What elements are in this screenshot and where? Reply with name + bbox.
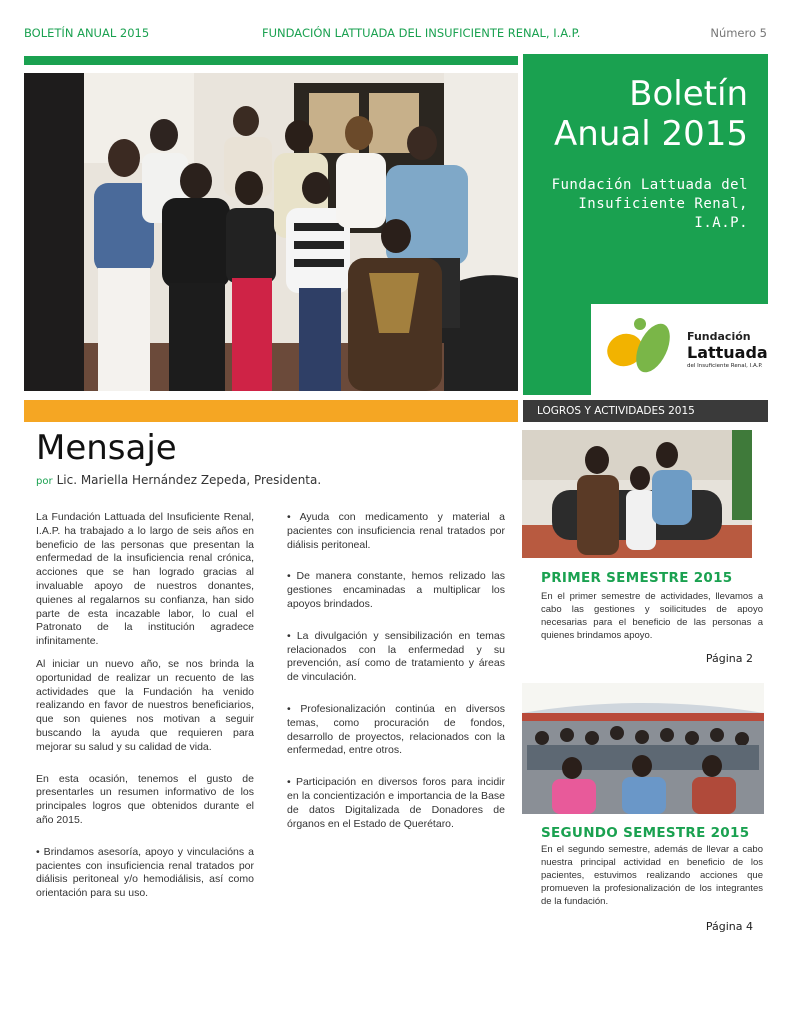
second-semester-page-ref: Página 4 [705, 920, 753, 933]
message-bullet: • La divulgación y sensibilización en temas relacionados con la enfermedad y su prevención, así como de tratamiento y áreas de vinculación. [287, 629, 505, 684]
logo-text-line2: Lattuada [687, 343, 768, 362]
header-organization: FUNDACIÓN LATTUADA DEL INSUFICIENTE RENAL, I.A.P. [262, 26, 581, 40]
title-block-strip [523, 304, 591, 395]
first-semester-text: En el primer semestre de actividades, llevamos a cabo las gestiones y soilicitudes de apoyo necesarias para el beneficio de las personas a quienes brindamos apoyo. [541, 591, 763, 641]
message-paragraph: Al iniciar un nuevo año, se nos brinda la oportunidad de realizar un recuento de las actividades que la Fundación ha venido realizando en favor de nuestros beneficiarios, que son quienes nos motivan a seguir buscando la ayuda que requieren para mejorar su salud y su calidad de vida. [36, 657, 254, 753]
foundation-logo [591, 304, 768, 395]
message-paragraph: En esta ocasión, tenemos el gusto de presentarles un resumen informativo de los principales logros que obtenidos durante el año 2015. [36, 772, 254, 826]
byline-label: por [36, 476, 53, 487]
logo-text-line3: del Insuficiente Renal, I.A.P. [687, 363, 763, 369]
logo-text-line1: Fundación [687, 330, 751, 343]
bulletin-title-line2: Anual 2015 [554, 114, 748, 154]
message-bullet: • Participación en diversos foros para incidir en la concientización e importancia de la Base de datos Digitalizada de Donadores de órganos en el Estado de Querétaro. [287, 776, 505, 830]
message-author: Lic. Mariella Hernández Zepeda, Presidenta. [56, 473, 322, 487]
message-paragraph: • Brindamos asesoría, apoyo y vinculacións a pacientes con insuficiencia renal tratados por diálisis peritoneal y/o hemodiálisis, así como orientación para su uso. [36, 845, 254, 900]
message-column-1 [36, 511, 254, 910]
group-photo [24, 73, 518, 391]
first-semester-page-ref: Página 2 [705, 652, 753, 665]
title-block [523, 54, 768, 304]
top-accent-bar [24, 56, 518, 65]
second-semester-photo [522, 683, 764, 814]
header-issue-number: Número 5 [710, 26, 767, 40]
first-semester-photo [522, 430, 752, 558]
message-column-2 [287, 511, 505, 840]
message-bullet: • De manera constante, hemos relizado las gestiones encaminadas a multiplicar los apoyos brindados. [287, 570, 505, 610]
org-name-line1: Fundación Lattuada del [551, 177, 748, 193]
message-byline [36, 473, 321, 487]
header-bulletin-label: BOLETÍN ANUAL 2015 [24, 26, 150, 40]
message-bullet: • Ayuda con medicamento y material a pacientes con insuficiencia renal tratados por diálisis peritoneal. [287, 511, 505, 551]
section-divider-bar [24, 400, 518, 422]
second-semester-heading: SEGUNDO SEMESTRE 2015 [541, 825, 750, 841]
first-semester-heading: PRIMER SEMESTRE 2015 [541, 570, 733, 586]
achievements-bar: LOGROS Y ACTIVIDADES 2015 [523, 400, 768, 422]
message-paragraph: La Fundación Lattuada del Insuficiente Renal, I.A.P. ha trabajado a lo largo de seis años en beneficio de las personas que presentan la enfermedad de la insuficiencia renal crónica, acciones que se han logrado gracias al invaluable apoyo de nuestros donantes, quienes al regalarnos su confianza, han sido parte de esta incazable labor, lo cual el Patronato de la institución agradece infinitamente. [36, 511, 254, 648]
org-name-line2: Insuficiente Renal, I.A.P. [578, 196, 748, 231]
second-semester-text: En el segundo semestre, además de llevar a cabo nuestra principal actividad en beneficio de los pacientes, estuvimos realizando acciones que promueven la profesionalización de los integrantes de la fundación. [541, 844, 763, 907]
message-bullet: • Profesionalización continúa en diversos temas, como procuración de fondos, desarrollo de proyectos, relacionados con la enfermedad, entre otros. [287, 702, 505, 757]
message-title: Mensaje [36, 428, 177, 468]
bulletin-title-line1: Boletín [629, 74, 748, 114]
logo-mark-icon [605, 316, 677, 382]
